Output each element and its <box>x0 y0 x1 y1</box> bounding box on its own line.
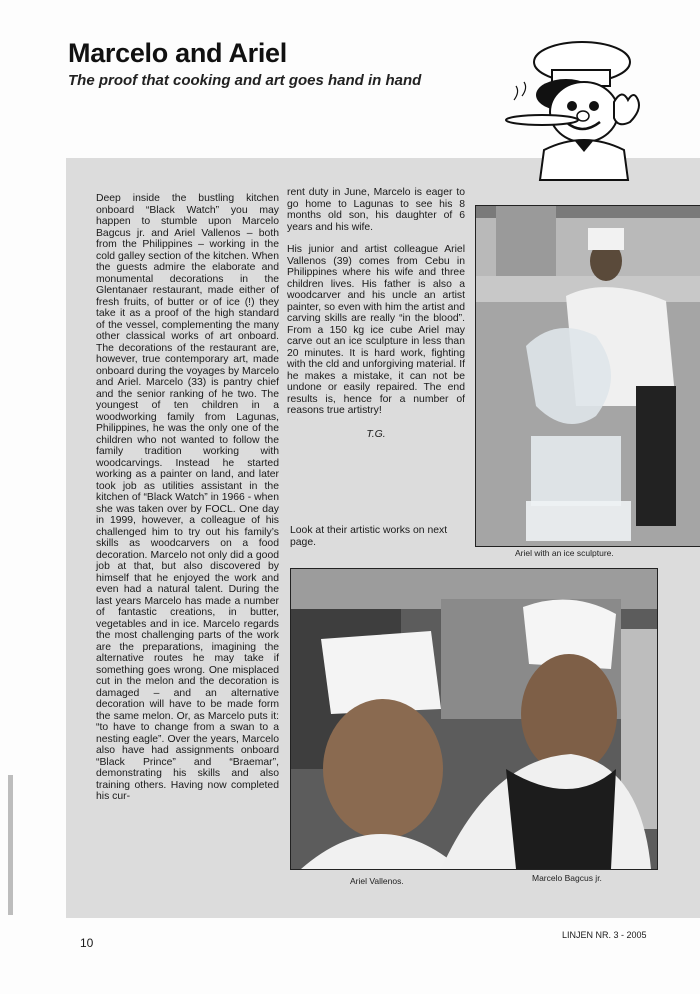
article-column-2 <box>287 187 465 440</box>
article-title: Marcelo and Ariel <box>68 38 287 68</box>
photo-ice-sculpture <box>475 205 700 547</box>
ice-sculpture-photo-graphic <box>476 206 700 546</box>
article-text-column-1: Deep inside the bustling kitchen onboard “Black Watch” you may happen to stumble upon Marcelo Bagcus jr. and Ariel Vallenos – both from the Philippines – working in the cold galley section of the kitchen. When the guests admire the elaborate and monumental decorations in the Glentanaer restaurant, made either of fresh fruits, of butter or of ice (!) they take it as a proof of the high standard of the vessel, complementing the many other classical works of art onboard. The decorations of the restaurant are, however, true contemporary art, made onboard during the voyages by Marcelo and Ariel. Marcelo (33) is pantry chief and the senior ranking of he two. The youngest of ten children in a woodworking family from Lagunas, Philippines, he was the only one of the children who not wanted to follow the family tradition working with woodcarvings. Instead he started working as a painter on land, and later took job as utilities assistant in the kitchen of “Black Watch” in 1966 - when she was taken over by FOCL. One day in 1999, however, a colleague of his challenged him to try out his family’s skills as woodcarvers on a food decoration. Marcelo not only did a good job at that, but also discovered by himself that he enjoyed the work and even had a natural talent. During the last years Marcelo has made a number of fantastic creations, in butter, vegetables and in ice. Marcelo regards the most challenging parts of the work are the preparations, imagining the alternative routes he may take if something goes wrong. One misplaced cut in the melon and the decoration is damaged – and an alternative decoration will have to be made form the same melon. Or, as Marcelo puts it: “to have to change from a swan to a nesting eagle”. Over the years, Marcelo also have had assignments onboard “Black Prince” and “Braemar”, demonstrating his skills and also training others. Having now completed his cur- <box>96 193 279 802</box>
caption-ice-sculpture: Ariel with an ice sculpture. <box>515 548 614 558</box>
next-page-note: Look at their artistic works on next page. <box>290 525 448 548</box>
article-subtitle: The proof that cooking and art goes hand in hand <box>68 72 422 89</box>
caption-ariel: Ariel Vallenos. <box>350 876 404 886</box>
article-paragraph-ariel: His junior and artist colleague Ariel Vallenos (39) comes from Cebu in Philippines where his wife and three children lives. His father is also a woodcarver and his uncle an artist painter, so even with him the artist and carving skills are really “in the blood”. From a 150 kg ice cube Ariel may carve out an ice sculpture in less than 20 minutes. It is hard work, fighting with the cld and unforgiving material. If he makes a mistake, it can not be undone or easily repaired. The end results is, hence for a number of reasons true artistry! <box>287 244 465 416</box>
caption-marcelo: Marcelo Bagcus jr. <box>532 873 602 883</box>
chef-cartoon-icon <box>504 40 654 185</box>
photo-two-chefs <box>290 568 658 870</box>
author-signature: T.G. <box>366 428 386 440</box>
magazine-issue: LINJEN NR. 3 - 2005 <box>562 930 647 940</box>
page-number: 10 <box>80 936 94 950</box>
chefs-photo-graphic <box>291 569 657 869</box>
article-paragraph-continuation: rent duty in June, Marcelo is eager to go home to Lagunas to see his 8 months old son, his daughter of 6 years and his wife. <box>287 187 465 233</box>
article-column-1 <box>96 193 279 803</box>
scan-edge-mark <box>8 775 13 915</box>
